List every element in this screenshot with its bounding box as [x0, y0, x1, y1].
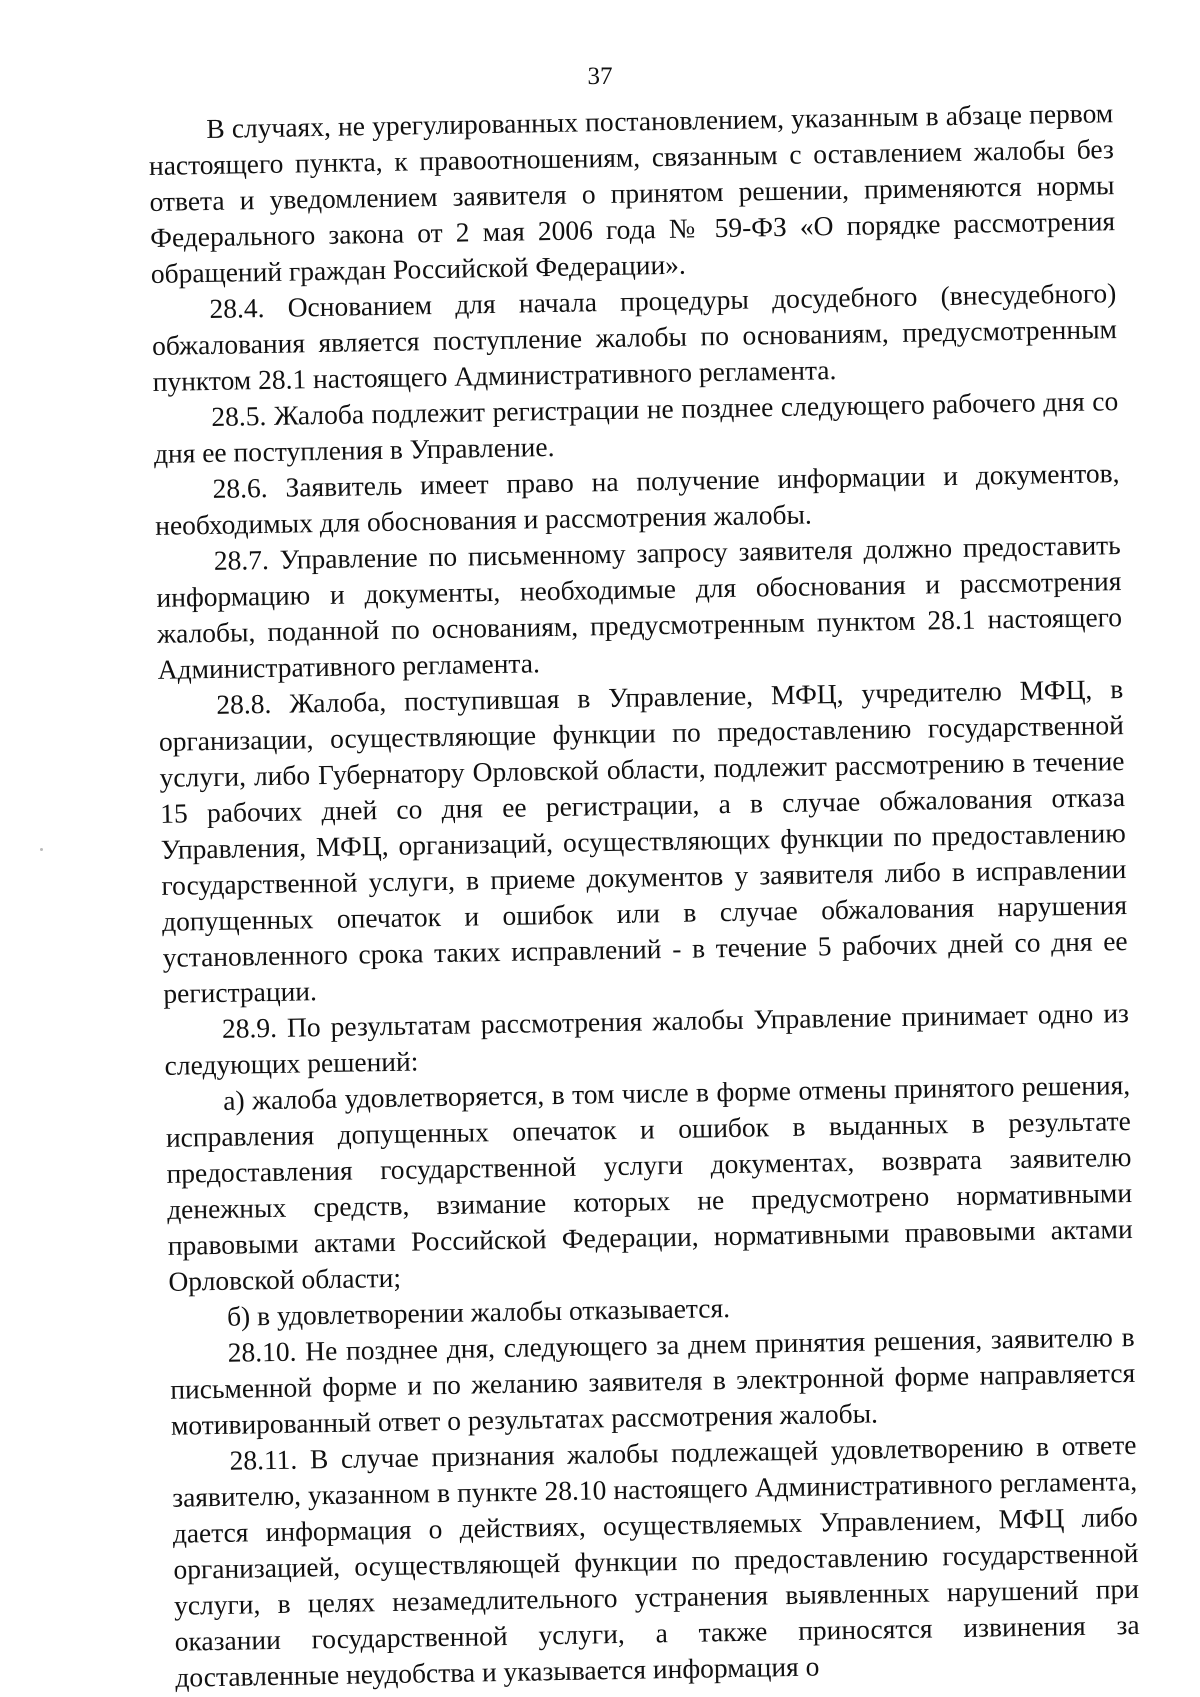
paragraph-28-8: 28.8. Жалоба, поступившая в Управление, МФЦ, учредителю МФЦ, в организации, осуществляющие функции по предоставлению государственной услуги, либо Губернатору Орловской области, подлежит рассмотрению в течение 15 рабочих дней со дня ее регистрации, а в случае обжалования отказа Управления, МФЦ, организаций, осуществляющих функции по предоставлению государственной услуги, в приеме документов у заявителя либо в исправлении допущенных опечаток и ошибок или в случае обжалования нарушения установленного срока таких исправлений - в течение 5 рабочих дней со дня ее регистрации. — [158, 673, 1128, 1009]
paragraph-28-5: 28.5. Жалоба подлежит регистрации не позднее следующего рабочего дня со дня ее поступления в Управление. — [153, 385, 1119, 469]
paragraph-28-4: 28.4. Основанием для начала процедуры досудебного (внесудебного) обжалования является поступление жалобы по основаниям, предусмотренным пунктом 28.1 настоящего Административного регламента. — [151, 277, 1118, 397]
paragraph-28-9-a: а) жалоба удовлетворяется, в том числе в форме отмены принятого решения, исправления допущенных опечаток и ошибок в выданных в результате предоставления государственной услуги документах, возврата заявителю денежных средств, взимание которых не предусмотрено нормативными правовыми актами Российской Федерации, нормативными правовыми актами Орловской области; — [165, 1069, 1133, 1297]
paragraph-28-10: 28.10. Не позднее дня, следующего за днем принятия решения, заявителю в письменной форме и по желанию заявителя в электронной форме направляется мотивированный ответ о результатах рассмотрения жалобы. — [170, 1320, 1136, 1441]
paragraph-28-7: 28.7. Управление по письменному запросу заявителя должно предоставить информацию и документы, необходимые для обоснования и рассмотрения жалобы, поданной по основаниям, предусмотренным пунктом 28.1 настоящего Административного регламента. — [156, 529, 1123, 685]
scan-speck — [40, 848, 43, 851]
page-number: 37 — [587, 63, 613, 90]
paragraph-unregulated-cases: В случаях, не урегулированных постановлением, указанным в абзаце первом настоящего пункта, к правоотношениям, связанным с оставлением жалобы без ответа и уведомлением заявителя о принятом решении, применяются нормы Федерального закона от 2 мая 2006 года № 59-ФЗ «О порядке рассмотрения обращений граждан Российской Федерации». — [148, 97, 1116, 289]
paragraph-28-11: 28.11. В случае признания жалобы подлежащей удовлетворению в ответе заявителю, указанном в пункте 28.10 настоящего Административного регламента, дается информация о действиях, осуществляемых Управлением, МФЦ либо организацией, осуществляющей функции по предоставлению государственной услуги, в целях незамедлительного устранения выявленных нарушений при оказании государственной услуги, а также приносятся извинения за доставленные неудобства и указывается информация о — [171, 1428, 1140, 1693]
paragraph-28-6: 28.6. Заявитель имеет право на получение информации и документов, необходимых для обоснования и рассмотрения жалобы. — [154, 457, 1120, 541]
paragraph-28-9-b: б) в удовлетворении жалобы отказывается. — [226, 1292, 731, 1332]
paragraph-28-9: 28.9. По результатам рассмотрения жалобы Управление принимает одно из следующих решений: — [164, 997, 1130, 1081]
document-body — [148, 95, 1140, 1696]
